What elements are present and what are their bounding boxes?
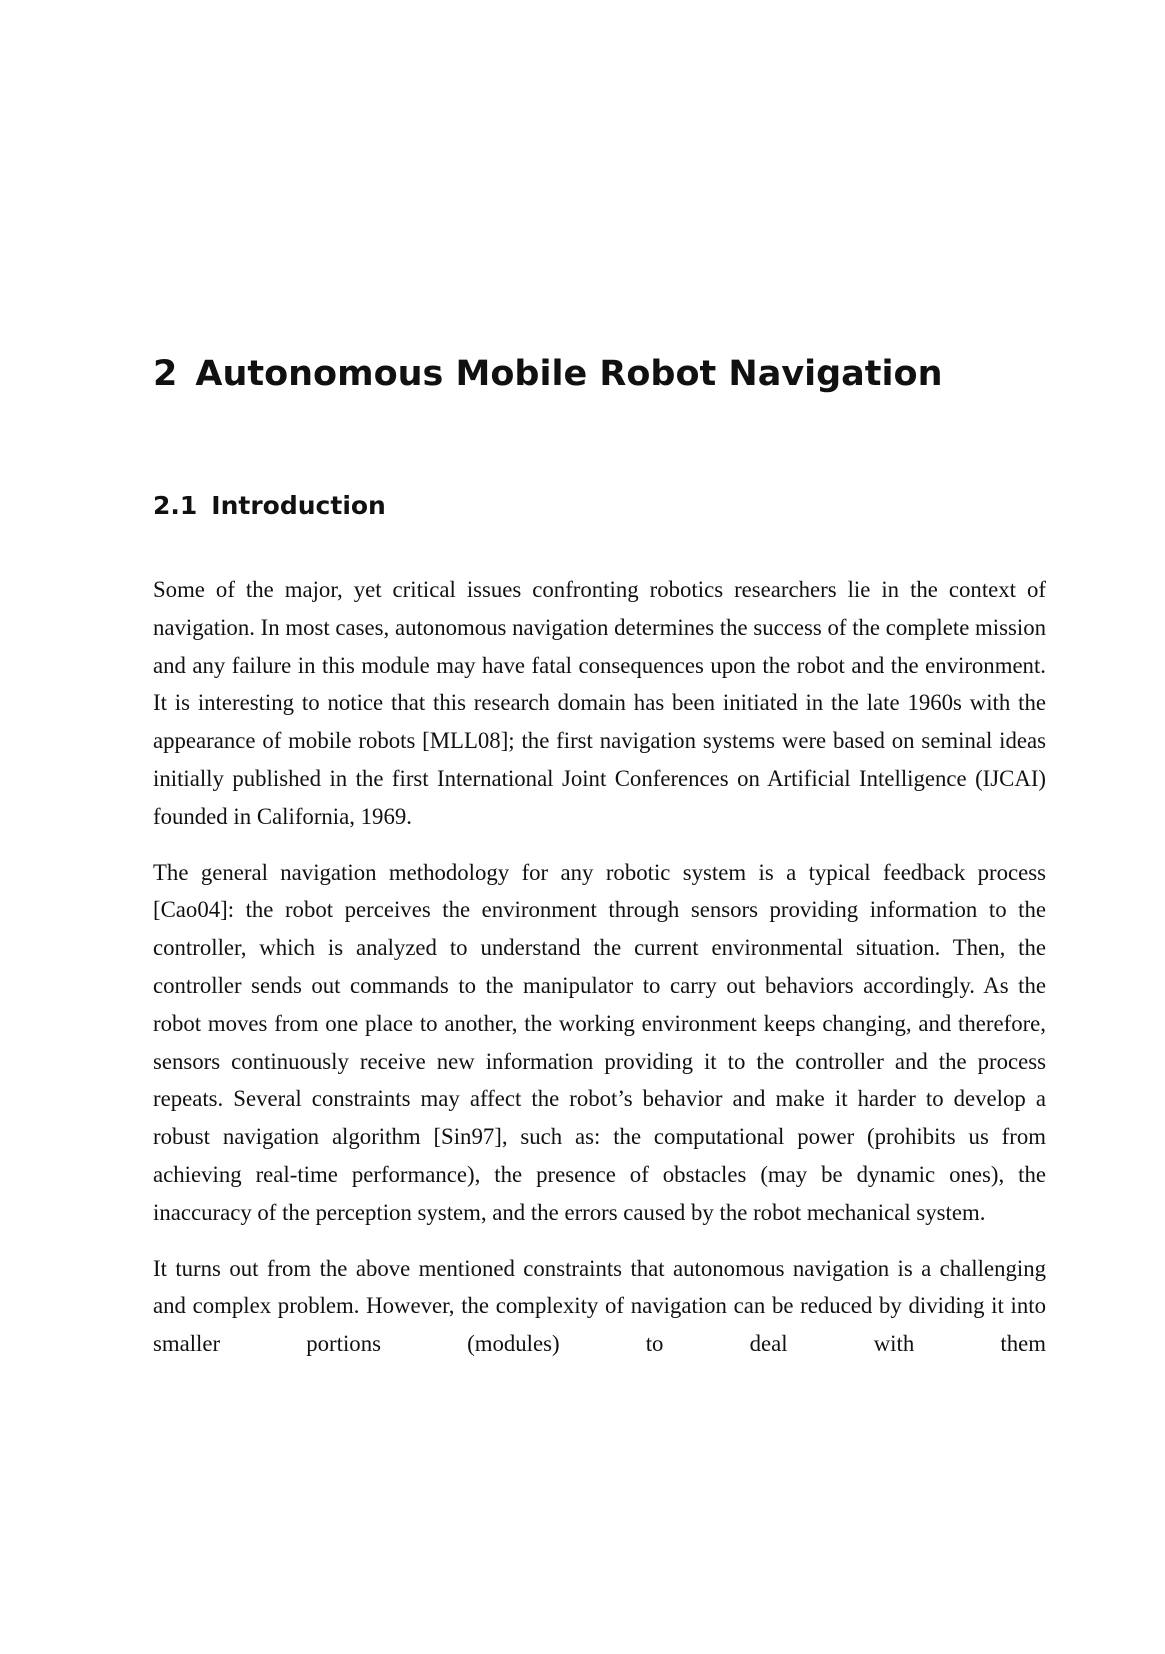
paragraph-3: It turns out from the above mentioned constraints that autonomous navigation is a challenging and complex problem. However, the complexity of navigation can be reduced by dividing it into smaller portions (modules) to deal with them bbox=[153, 1255, 1046, 1357]
chapter-title: Autonomous Mobile Robot Navigation bbox=[195, 354, 943, 394]
chapter-number: 2 bbox=[153, 354, 178, 394]
paragraph-1: Some of the major, yet critical issues confronting robotics researchers lie in the context of navigation. In most cases, autonomous navigation determines the success of the complete mission and any failure in this module may have fatal consequences upon the robot and the environment. It is interesting to notice that this research domain has been initiated in the late 1960s with the appearance of mobile robots [MLL08]; the first navigation systems were based on seminal ideas initially published in the first International Joint Conferences on Artificial Intelligence (IJCAI) founded in California, 1969. bbox=[153, 577, 1046, 829]
chapter-heading bbox=[153, 352, 1033, 396]
section-heading bbox=[153, 490, 1033, 522]
section-number: 2.1 bbox=[153, 491, 198, 520]
body-text bbox=[153, 571, 1046, 1381]
section-title: Introduction bbox=[211, 491, 386, 520]
paragraph-2: The general navigation methodology for any robotic system is a typical feedback process [Cao04]: the robot perceives the environment through sensors providing information to the controller, which is analyzed to understand the current environmental situation. Then, the controller sends out commands to the manipulator to carry out behaviors accordingly. As the robot moves from one place to another, the working environment keeps changing, and therefore, sensors continuously receive new information providing it to the controller and the process repeats. Several constraints may affect the robot’s behavior and make it harder to develop a robust navigation algorithm [Sin97], such as: the computational power (prohibits us from achieving real-time performance), the presence of obstacles (may be dynamic ones), the inaccuracy of the perception system, and the errors caused by the robot mechanical system. bbox=[153, 859, 1046, 1225]
